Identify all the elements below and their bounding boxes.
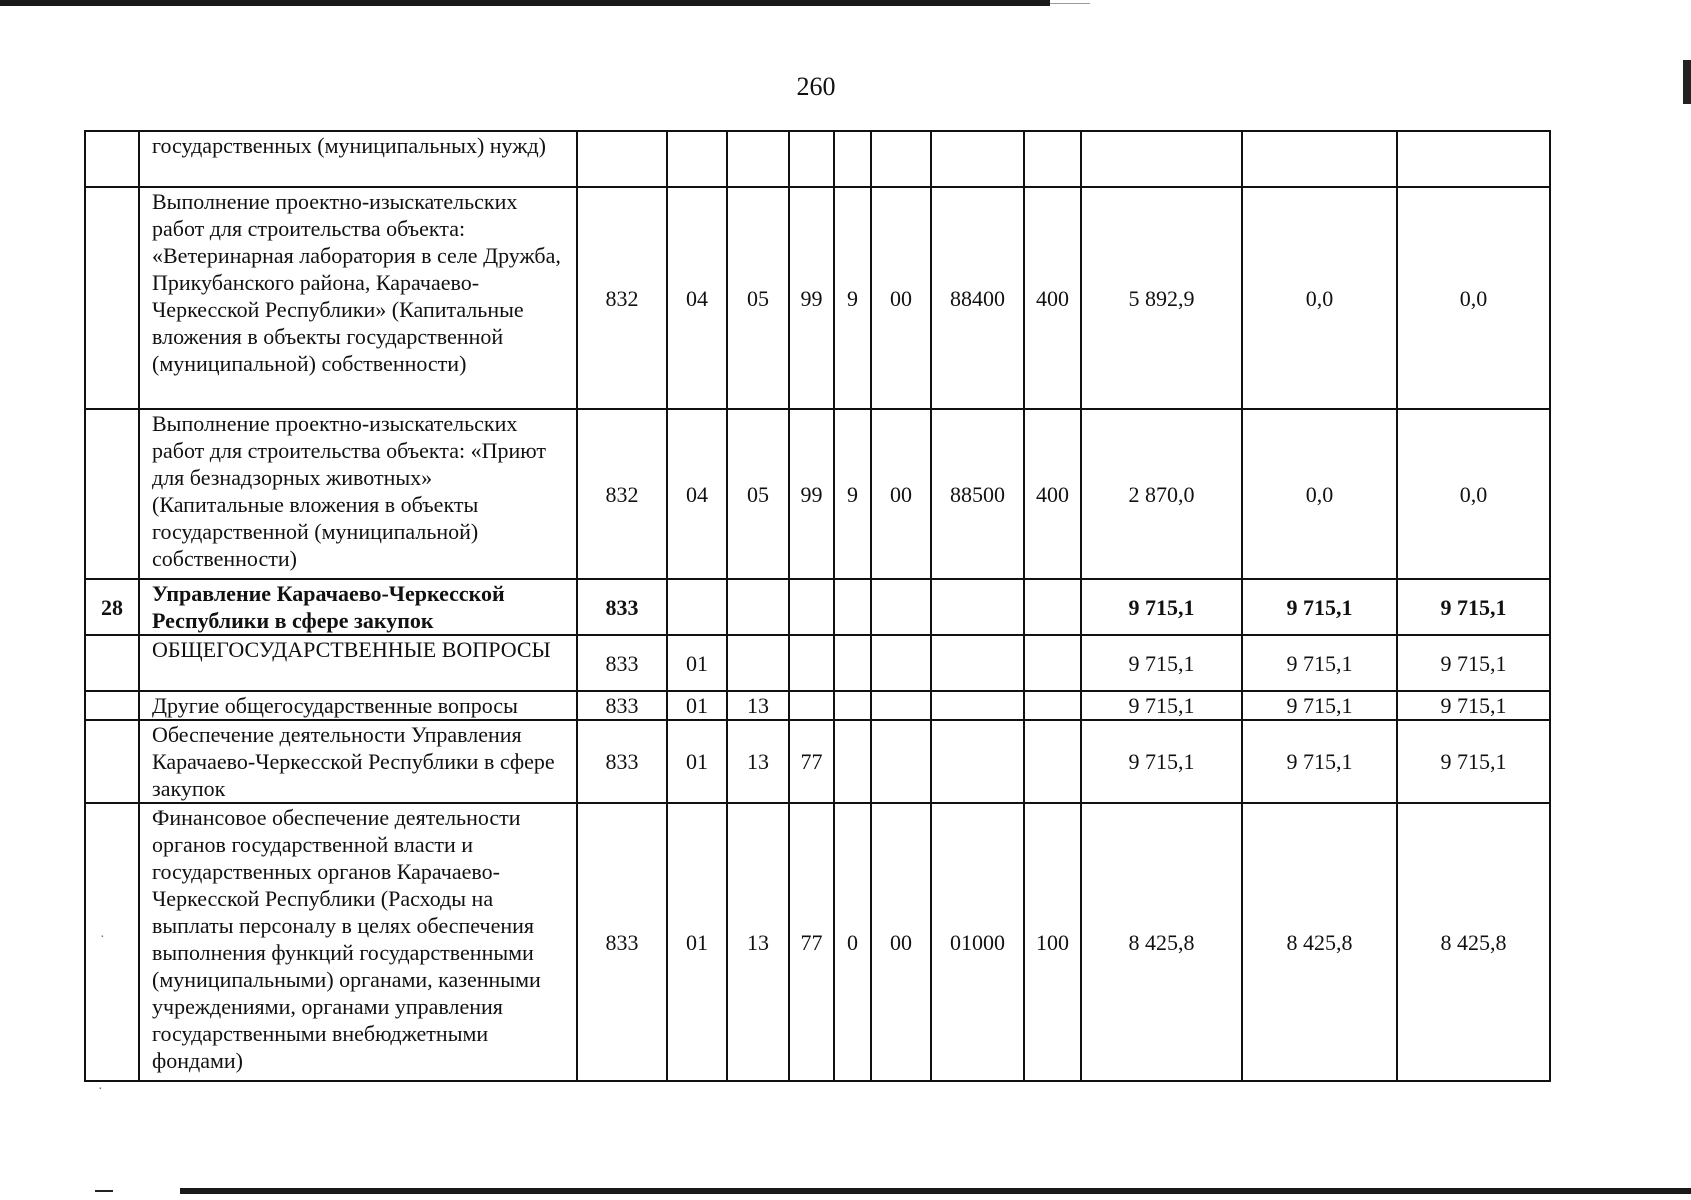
cell-expense-type bbox=[1024, 579, 1081, 635]
cell-sum-year2: 0,0 bbox=[1242, 409, 1397, 579]
page-number: 260 bbox=[796, 72, 836, 101]
cell-sum-year3: 9 715,1 bbox=[1397, 579, 1550, 635]
cell-program: 99 bbox=[789, 187, 834, 409]
cell-subsection bbox=[727, 635, 789, 691]
cell-sum-year3: 0,0 bbox=[1397, 409, 1550, 579]
table-row bbox=[85, 187, 1550, 409]
cell-program bbox=[789, 579, 834, 635]
cell-main-event bbox=[871, 579, 931, 635]
cell-sum-year2: 9 715,1 bbox=[1242, 691, 1397, 720]
table-row bbox=[85, 635, 1550, 691]
cell-direction: 88500 bbox=[931, 409, 1024, 579]
cell-name: Выполнение проектно-изыскательских работ для строительства объекта: «Приют для безнадзорных животных» (Капитальные вложения в объекты государственной (муниципальной) собственности) bbox=[139, 409, 577, 579]
cell-ministry: 832 bbox=[577, 187, 667, 409]
cell-direction: 01000 bbox=[931, 803, 1024, 1081]
cell-sum-year1: 8 425,8 bbox=[1081, 803, 1242, 1081]
cell-subsection bbox=[727, 579, 789, 635]
cell-no bbox=[85, 635, 139, 691]
scan-dash bbox=[95, 1190, 113, 1192]
scan-edge-right bbox=[1683, 60, 1691, 104]
table-row bbox=[85, 691, 1550, 720]
table-row bbox=[85, 579, 1550, 635]
cell-no bbox=[85, 131, 139, 187]
cell-section: 04 bbox=[667, 187, 727, 409]
cell-sum-year3: 9 715,1 bbox=[1397, 720, 1550, 803]
scan-border-top-thin bbox=[1050, 3, 1090, 4]
cell-direction bbox=[931, 691, 1024, 720]
cell-subsection: 05 bbox=[727, 187, 789, 409]
cell-expense-type: 400 bbox=[1024, 409, 1081, 579]
cell-main-event: 00 bbox=[871, 187, 931, 409]
cell-sum-year2: 9 715,1 bbox=[1242, 720, 1397, 803]
cell-sum-year2: 9 715,1 bbox=[1242, 579, 1397, 635]
scan-speck: · bbox=[98, 1082, 103, 1097]
table-row bbox=[85, 720, 1550, 803]
scan-border-top bbox=[0, 0, 1050, 6]
cell-subprogram bbox=[834, 635, 871, 691]
cell-subsection: 05 bbox=[727, 409, 789, 579]
cell-name: государственных (муниципальных) нужд) bbox=[139, 131, 577, 187]
cell-no bbox=[85, 720, 139, 803]
cell-ministry: 833 bbox=[577, 803, 667, 1081]
cell-main-event bbox=[871, 720, 931, 803]
cell-sum-year3: 0,0 bbox=[1397, 187, 1550, 409]
cell-main-event: 00 bbox=[871, 803, 931, 1081]
cell-sum-year2: 9 715,1 bbox=[1242, 635, 1397, 691]
cell-sum-year3: 9 715,1 bbox=[1397, 691, 1550, 720]
cell-name: Выполнение проектно-изыскательских работ для строительства объекта: «Ветеринарная лаборатория в селе Дружба, Прикубанского района, Карачаево-Черкесской Республики» (Капитальные вложения в объекты государственной (муниципальной) собственности) bbox=[139, 187, 577, 409]
budget-table bbox=[84, 130, 1551, 1082]
cell-section: 01 bbox=[667, 691, 727, 720]
cell-subsection: 13 bbox=[727, 803, 789, 1081]
cell-expense-type: 400 bbox=[1024, 187, 1081, 409]
cell-subprogram: 9 bbox=[834, 187, 871, 409]
cell-direction: 88400 bbox=[931, 187, 1024, 409]
cell-no bbox=[85, 409, 139, 579]
cell-no bbox=[85, 691, 139, 720]
table-row bbox=[85, 409, 1550, 579]
cell-sum-year3 bbox=[1397, 131, 1550, 187]
cell-section: 01 bbox=[667, 803, 727, 1081]
cell-subprogram: 9 bbox=[834, 409, 871, 579]
cell-program bbox=[789, 635, 834, 691]
scan-border-bottom bbox=[180, 1188, 1691, 1194]
table-row bbox=[85, 803, 1550, 1081]
budget-table-body bbox=[85, 131, 1550, 1081]
cell-expense-type bbox=[1024, 691, 1081, 720]
cell-subsection: 13 bbox=[727, 691, 789, 720]
cell-expense-type bbox=[1024, 131, 1081, 187]
cell-direction bbox=[931, 720, 1024, 803]
cell-ministry: 833 bbox=[577, 720, 667, 803]
cell-expense-type: 100 bbox=[1024, 803, 1081, 1081]
cell-sum-year2: 8 425,8 bbox=[1242, 803, 1397, 1081]
cell-ministry: 833 bbox=[577, 635, 667, 691]
cell-no bbox=[85, 803, 139, 1081]
cell-main-event bbox=[871, 131, 931, 187]
cell-ministry: 833 bbox=[577, 691, 667, 720]
cell-section bbox=[667, 579, 727, 635]
cell-ministry: 833 bbox=[577, 579, 667, 635]
cell-expense-type bbox=[1024, 720, 1081, 803]
cell-name: Управление Карачаево-Черкесской Республики в сфере закупок bbox=[139, 579, 577, 635]
cell-program bbox=[789, 131, 834, 187]
table-row bbox=[85, 131, 1550, 187]
cell-sum-year1: 9 715,1 bbox=[1081, 691, 1242, 720]
cell-no bbox=[85, 187, 139, 409]
cell-sum-year1 bbox=[1081, 131, 1242, 187]
cell-subprogram: 0 bbox=[834, 803, 871, 1081]
cell-sum-year1: 9 715,1 bbox=[1081, 635, 1242, 691]
cell-program: 99 bbox=[789, 409, 834, 579]
cell-subprogram bbox=[834, 579, 871, 635]
cell-ministry: 832 bbox=[577, 409, 667, 579]
cell-program: 77 bbox=[789, 720, 834, 803]
cell-sum-year1: 9 715,1 bbox=[1081, 579, 1242, 635]
cell-section: 04 bbox=[667, 409, 727, 579]
cell-sum-year3: 9 715,1 bbox=[1397, 635, 1550, 691]
cell-sum-year1: 9 715,1 bbox=[1081, 720, 1242, 803]
cell-direction bbox=[931, 635, 1024, 691]
cell-name: ОБЩЕГОСУДАРСТВЕННЫЕ ВОПРОСЫ bbox=[139, 635, 577, 691]
cell-program bbox=[789, 691, 834, 720]
cell-name: Обеспечение деятельности Управления Карачаево-Черкесской Республики в сфере закупок bbox=[139, 720, 577, 803]
cell-subprogram bbox=[834, 720, 871, 803]
cell-direction bbox=[931, 131, 1024, 187]
cell-name: Финансовое обеспечение деятельности органов государственной власти и государственных органов Карачаево-Черкесской Республики (Расходы на выплаты персоналу в целях обеспечения выполнения функций государственными (муниципальными) органами, казенными учреждениями, органами управления государственными внебюджетными фондами) bbox=[139, 803, 577, 1081]
cell-name: Другие общегосударственные вопросы bbox=[139, 691, 577, 720]
cell-subprogram bbox=[834, 691, 871, 720]
cell-section: 01 bbox=[667, 720, 727, 803]
cell-sum-year2: 0,0 bbox=[1242, 187, 1397, 409]
cell-main-event bbox=[871, 635, 931, 691]
cell-program: 77 bbox=[789, 803, 834, 1081]
cell-subprogram bbox=[834, 131, 871, 187]
cell-main-event bbox=[871, 691, 931, 720]
cell-main-event: 00 bbox=[871, 409, 931, 579]
cell-subsection bbox=[727, 131, 789, 187]
cell-no: 28 bbox=[85, 579, 139, 635]
cell-ministry bbox=[577, 131, 667, 187]
cell-sum-year2 bbox=[1242, 131, 1397, 187]
cell-subsection: 13 bbox=[727, 720, 789, 803]
cell-expense-type bbox=[1024, 635, 1081, 691]
cell-direction bbox=[931, 579, 1024, 635]
cell-sum-year1: 2 870,0 bbox=[1081, 409, 1242, 579]
cell-sum-year1: 5 892,9 bbox=[1081, 187, 1242, 409]
cell-section: 01 bbox=[667, 635, 727, 691]
cell-sum-year3: 8 425,8 bbox=[1397, 803, 1550, 1081]
cell-section bbox=[667, 131, 727, 187]
scan-speck: · bbox=[100, 930, 105, 945]
